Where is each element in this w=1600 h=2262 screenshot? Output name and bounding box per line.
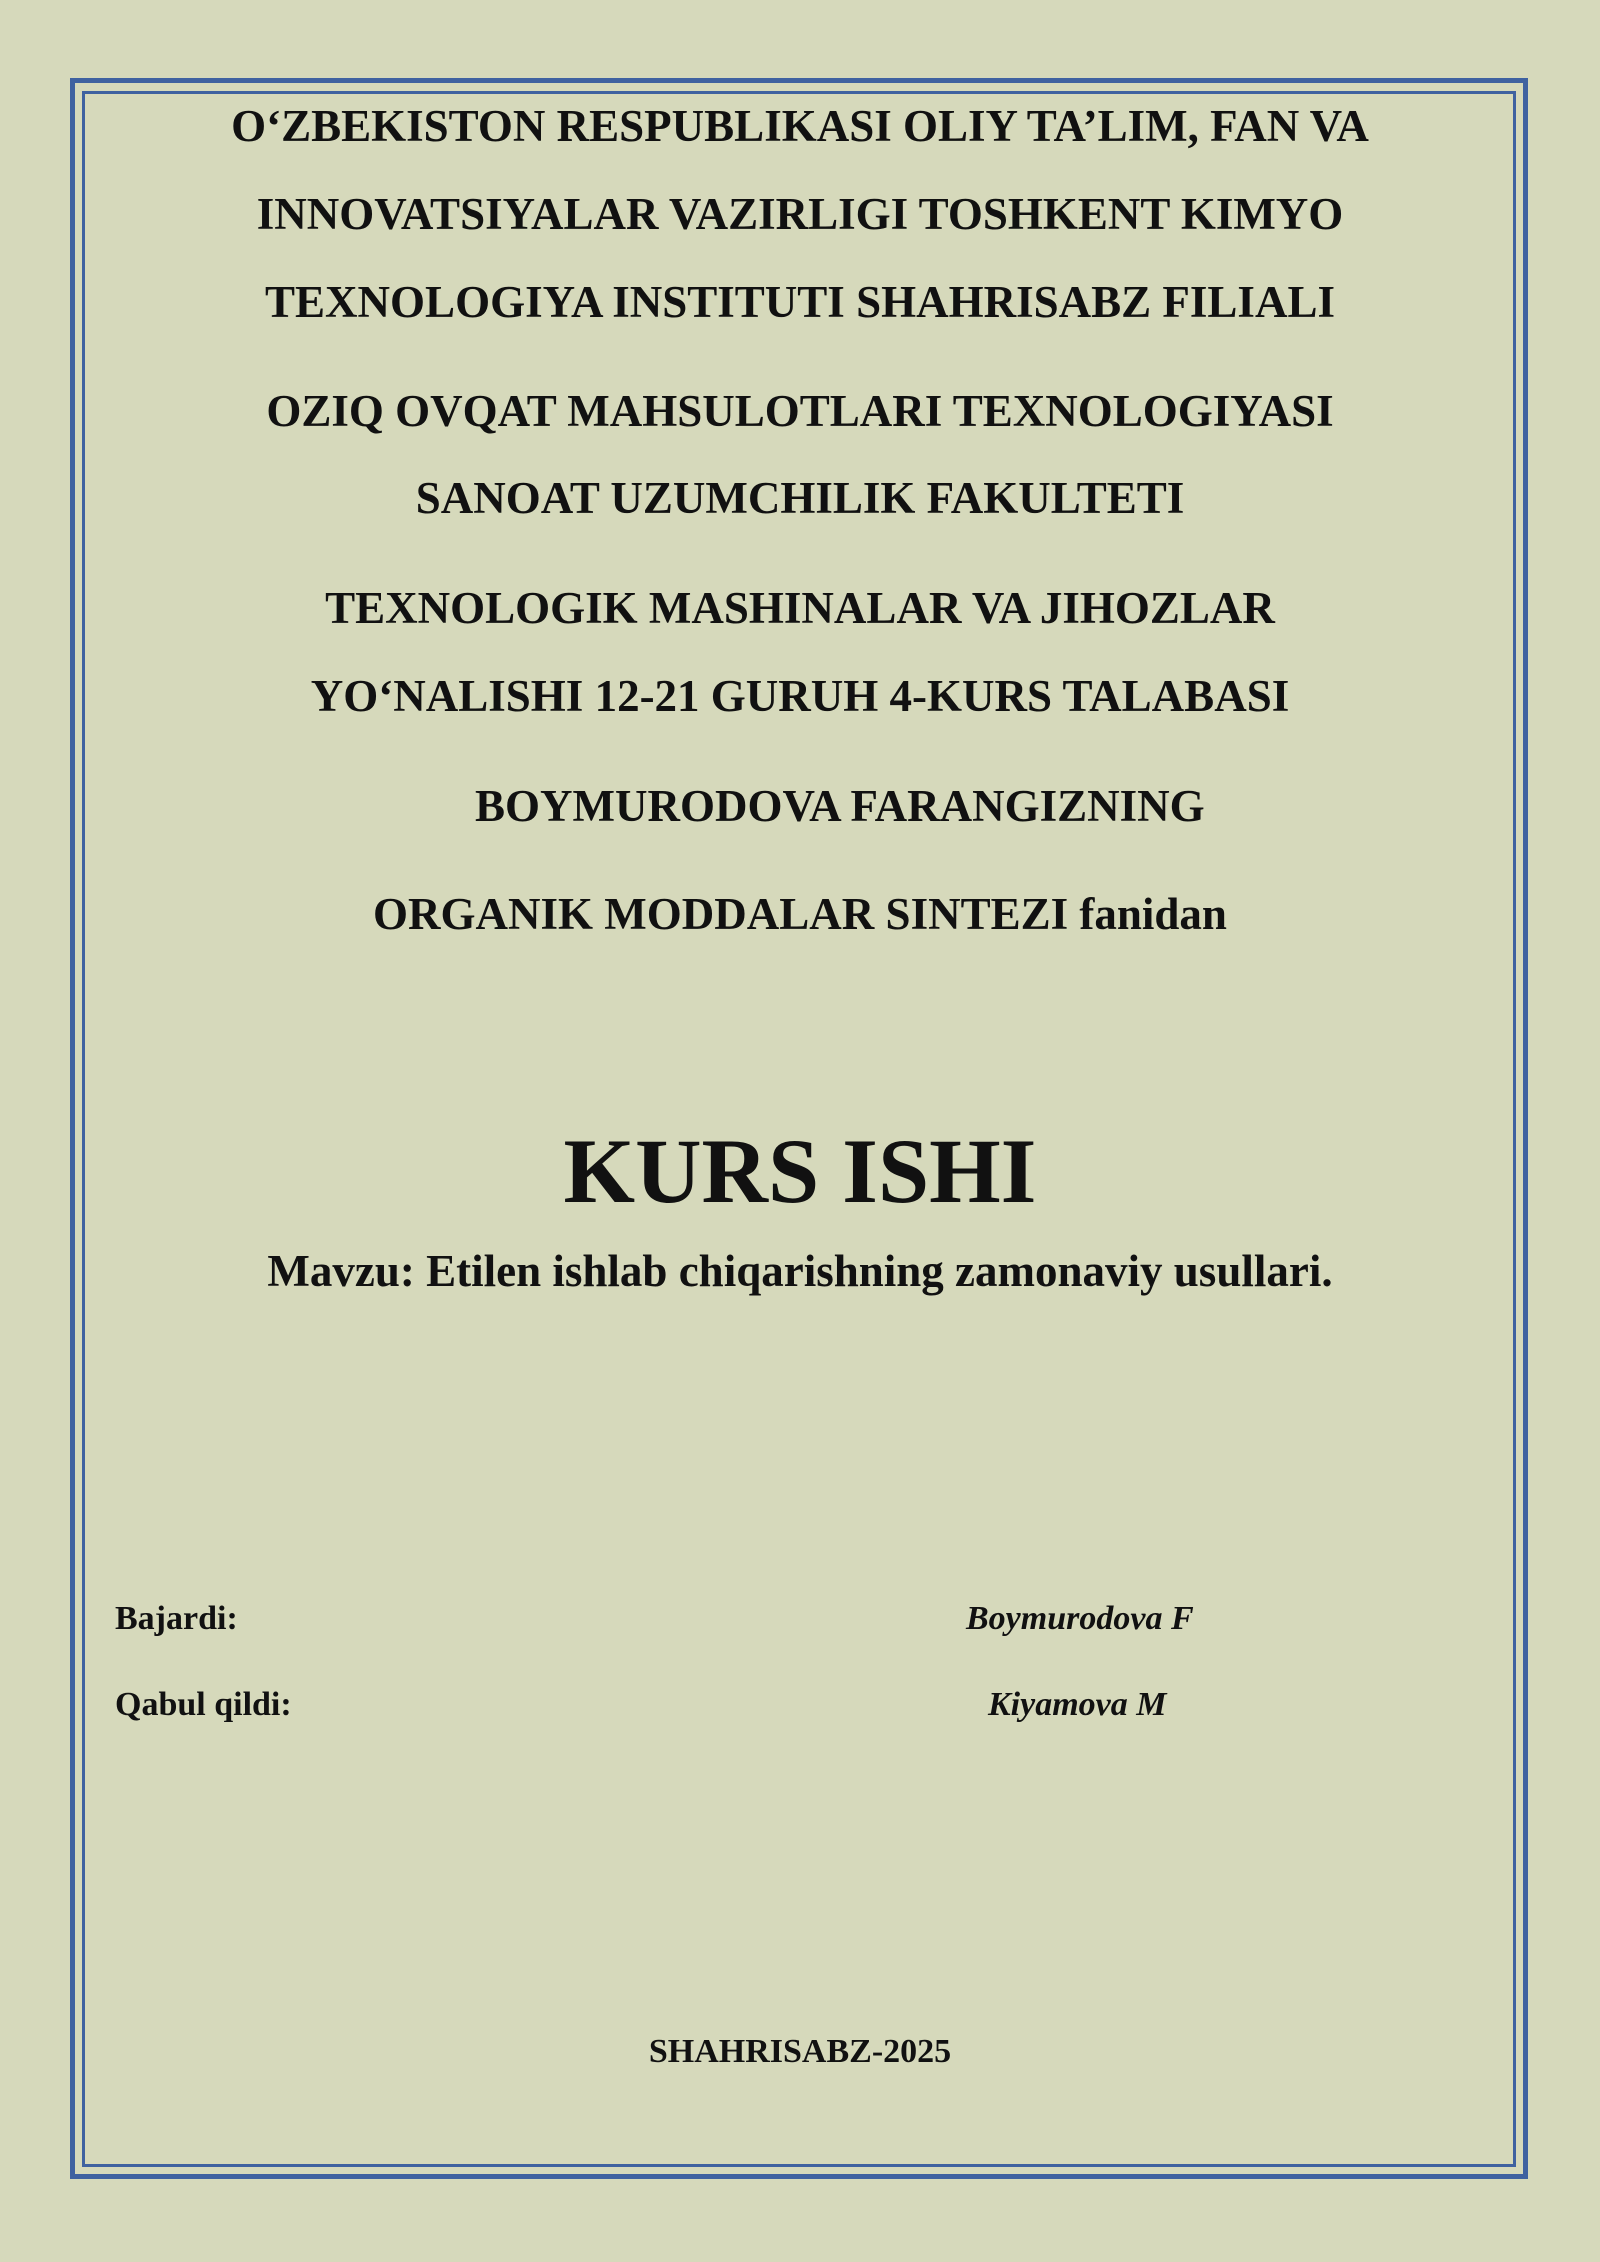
faculty-line-1: OZIQ OVQAT MAHSULOTLARI TEXNOLOGIYASI [266,386,1334,436]
faculty-line-2: SANOAT UZUMCHILIK FAKULTETI [415,473,1185,523]
direction-line-2: YO‘NALISHI 12-21 GURUH 4-KURS TALABASI [310,671,1290,721]
done-name: Boymurodova F [966,1600,1194,1637]
topic-line: Mavzu: Etilen ishlab chiqarishning zamonaviy usullari. [267,1246,1333,1296]
header-line-1: O‘ZBEKISTON RESPUBLIKASI OLIY TA’LIM, FAN VA [231,101,1369,151]
document-title: KURS ISHI [563,1120,1037,1222]
subject-line: ORGANIK MODDALAR SINTEZI fanidan [373,889,1227,939]
footer-place-year: SHAHRISABZ-2025 [648,2033,952,2070]
header-line-3: TEXNOLOGIYA INSTITUTI SHAHRISABZ FILIALI [265,277,1335,327]
accepted-label: Qabul qildi: [115,1686,292,1723]
student-name: BOYMURODOVA FARANGIZNING [475,781,1205,831]
header-line-2: INNOVATSIYALAR VAZIRLIGI TOSHKENT KIMYO [256,189,1344,239]
direction-line-1: TEXNOLOGIK MASHINALAR VA JIHOZLAR [325,583,1275,633]
accepted-name: Kiyamova M [988,1686,1167,1723]
done-label: Bajardi: [115,1600,238,1637]
